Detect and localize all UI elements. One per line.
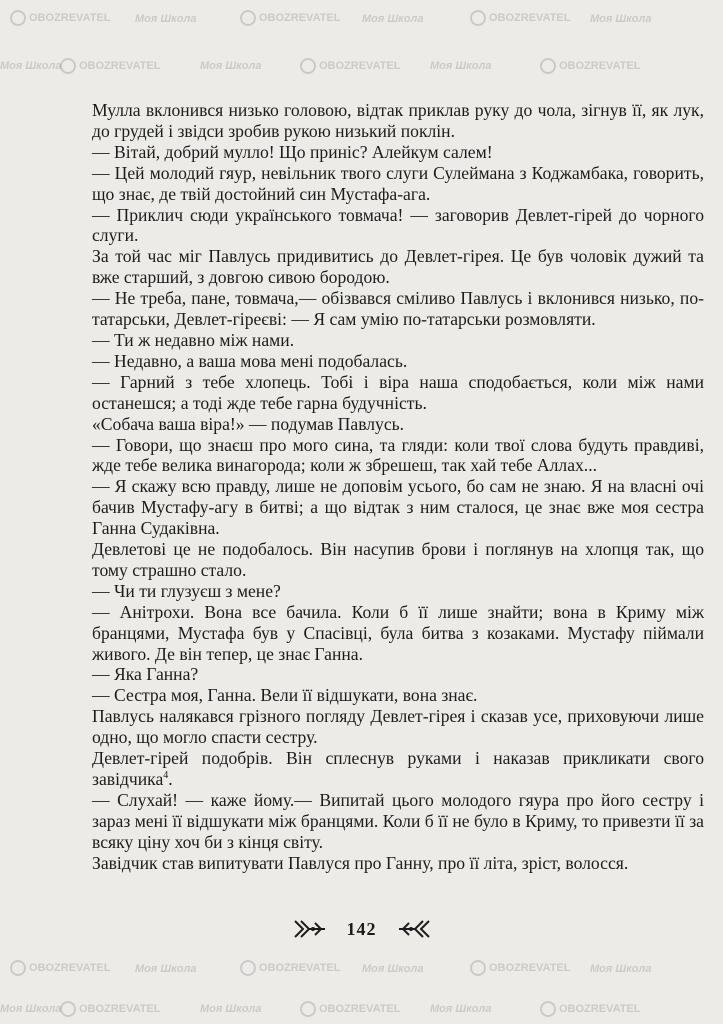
paragraph: — Сестра моя, Ганна. Вели її відшукати, вона знає.: [92, 685, 478, 706]
obozrevatel-logo-icon: [240, 960, 256, 976]
paragraph: — Цей молодий гяур, невільник твого слуги Сулеймана з Коджамбака, говорить, що знає, де твій достойний син Мустафа-ага.: [92, 162, 704, 204]
page-number: 142: [346, 918, 377, 939]
paragraph: — Ти ж недавно між нами.: [92, 329, 295, 350]
left-ornament-icon: [293, 918, 327, 940]
watermark-school: Моя Школа: [590, 963, 652, 975]
paragraph: — Приклич сюди українського товмача! — заговорив Девлет-гірей до чорного слуги.: [92, 204, 704, 246]
paragraph: — Недавно, а ваша мова мені подобалась.: [92, 350, 408, 371]
obozrevatel-logo-icon: [60, 58, 76, 74]
paragraph: «Собача ваша віра!» — подумав Павлусь.: [92, 413, 405, 434]
watermark-obozrevatel: OBOZREVATEL: [10, 10, 110, 26]
paragraph: — Не треба, пане, товмача,— обізвався сміливо Павлусь і вклонився низько, по-татарськи, Девлет-гіреєві: — Я сам умію по-татарськи розмовляти.: [92, 288, 704, 330]
footnote-marker[interactable]: 4: [163, 770, 169, 782]
obozrevatel-logo-icon: [60, 1001, 76, 1017]
paragraph: — Вітай, добрий мулло! Що приніс? Алейкум салем!: [92, 141, 493, 162]
right-ornament-icon: [397, 918, 431, 940]
watermark-school: Моя Школа: [362, 963, 424, 975]
watermark-school: Моя Школа: [590, 13, 652, 25]
obozrevatel-logo-icon: [470, 960, 486, 976]
watermark-obozrevatel: OBOZREVATEL: [540, 1001, 640, 1017]
page-footer: [0, 918, 723, 940]
paragraph: — Яка Ганна?: [92, 664, 199, 685]
watermark-obozrevatel: OBOZREVATEL: [10, 960, 110, 976]
obozrevatel-logo-icon: [540, 58, 556, 74]
paragraph: — Анітрохи. Вона все бачила. Коли б її лише знайти; вона в Криму між бранцями, Мустафа був у Спасівці, була битва з козаками. Мустафу піймали живого. Де він тепер, це знає Ганна.: [92, 601, 704, 664]
paragraph-with-footnote: [92, 748, 704, 790]
paragraph: Павлусь налякався грізного погляду Девлет-гірея і сказав усе, приховуючи лише одно, що могло спасти сестру.: [92, 706, 704, 748]
watermark-school: Моя Школа: [200, 60, 262, 72]
watermark-obozrevatel: OBOZREVATEL: [60, 58, 160, 74]
obozrevatel-logo-icon: [300, 58, 316, 74]
watermark-obozrevatel: OBOZREVATEL: [240, 10, 340, 26]
watermark-obozrevatel: OBOZREVATEL: [470, 10, 570, 26]
paragraph: Девлетові це не подобалось. Він насупив брови і поглянув на хлопця так, що тому страшно стало.: [92, 539, 704, 580]
obozrevatel-logo-icon: [300, 1001, 316, 1017]
paragraph: Мулла вклонився низько головою, відтак приклав руку до чола, зігнув її, як лук, до грудей і звідси зробив рукою низький поклін.: [92, 100, 704, 141]
watermark-obozrevatel: OBOZREVATEL: [240, 960, 340, 976]
watermark-school: Моя Школа: [362, 13, 424, 25]
watermark-obozrevatel: OBOZREVATEL: [60, 1001, 160, 1017]
watermark-obozrevatel: OBOZREVATEL: [540, 58, 640, 74]
watermark-school: Моя Школа: [430, 60, 492, 72]
paragraph-tail: .: [168, 769, 173, 789]
paragraph: За той час міг Павлусь придивитись до Девлет-гірея. Це був чоловік дужий та вже старший, з довгою сивою бородою.: [92, 246, 704, 288]
watermark-obozrevatel: OBOZREVATEL: [470, 960, 570, 976]
story-text: [92, 100, 704, 874]
watermark-obozrevatel: OBOZREVATEL: [300, 58, 400, 74]
watermark-obozrevatel: OBOZREVATEL: [300, 1001, 400, 1017]
watermark-school: Моя Школа: [430, 1003, 492, 1015]
watermark-school: Моя Школа: [0, 60, 62, 72]
paragraph: — Чи ти глузуєш з мене?: [92, 580, 281, 601]
paragraph: — Гарний з тебе хлопець. Тобі і віра наша сподобається, коли між нами останешся; а тоді жде тебе гарна будучність.: [92, 371, 704, 413]
watermark-school: Моя Школа: [135, 963, 197, 975]
watermark-school: Моя Школа: [0, 1003, 62, 1015]
watermark-school: Моя Школа: [200, 1003, 262, 1015]
paragraph: Завідчик став випитувати Павлуся про Ганну, про її літа, зріст, волосся.: [92, 852, 629, 873]
paragraph: — Слухай! — каже йому.— Випитай цього молодого гяура про його сестру і зараз мені її відшукати між бранцями. Коли б її не було в Криму, то привезти її за всяку ціну хоч би з кінця світу.: [92, 789, 704, 852]
watermark-school: Моя Школа: [135, 13, 197, 25]
paragraph: — Я скажу всю правду, лише не доповім усього, бо сам не знаю. Я на власні очі бачив Мустафу-агу в битві; а що відтак з ним сталося, це знає вже моя сестра Ганна Судаківна.: [92, 476, 704, 539]
paragraph-text: Девлет-гірей подобрів. Він сплеснув руками і наказав прикликати свого завідчика: [92, 748, 704, 789]
obozrevatel-logo-icon: [540, 1001, 556, 1017]
obozrevatel-logo-icon: [10, 10, 26, 26]
obozrevatel-logo-icon: [240, 10, 256, 26]
obozrevatel-logo-icon: [10, 960, 26, 976]
obozrevatel-logo-icon: [470, 10, 486, 26]
paragraph: — Говори, що знаєш про мого сина, та гляди: коли твої слова будуть правдиві, жде тебе велика винагорода; коли ж збрешеш, так хай тебе Аллах...: [92, 434, 704, 476]
